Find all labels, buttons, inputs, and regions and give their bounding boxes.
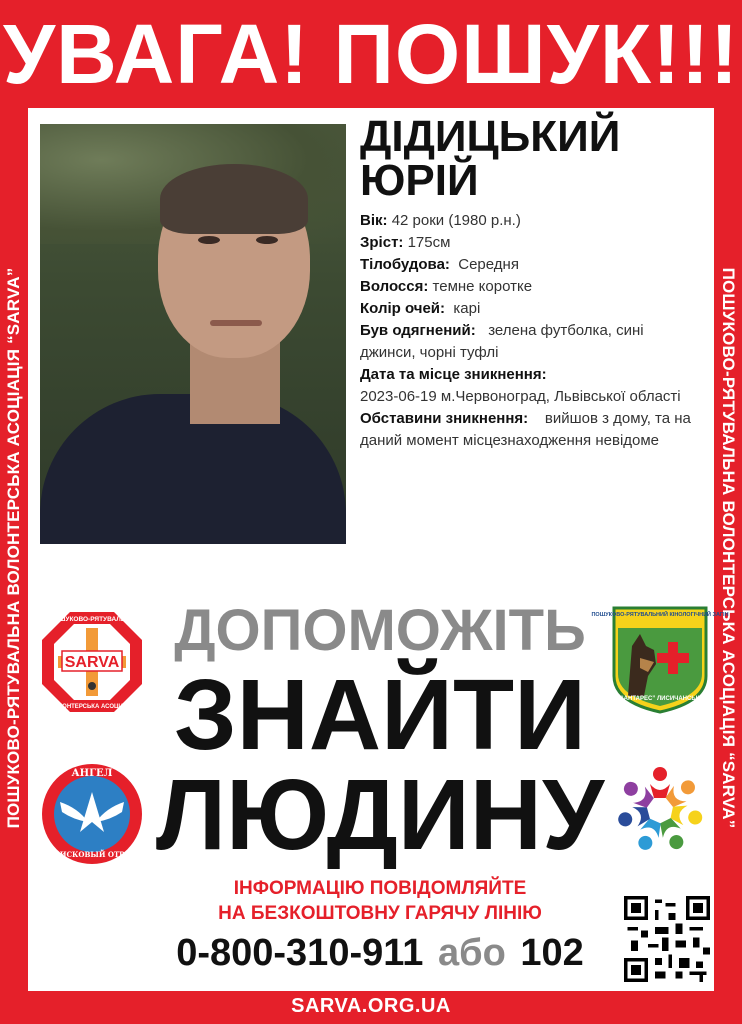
- detail-value: карі: [453, 300, 481, 317]
- detail-build: [360, 254, 700, 276]
- phone-number: 0-800-310-911: [176, 932, 424, 974]
- angel-logo-bottom: ПОИСКОВЫЙ ОТРЯД: [47, 850, 137, 859]
- detail-label: Колір очей:: [360, 300, 446, 317]
- detail-label: Зріст:: [360, 234, 404, 251]
- detail-circumstances: [360, 408, 700, 452]
- person-details: [360, 210, 700, 452]
- sarva-logo-center: SARVA: [64, 654, 120, 671]
- detail-hair: [360, 276, 700, 298]
- detail-value: 42 роки (1980 р.н.): [391, 212, 521, 229]
- angel-logo-top: АНГЕЛ: [71, 768, 113, 779]
- side-text-left: ПОШУКОВО-РЯТУВАЛЬНА ВОЛОНТЕРСЬКА АСОЦІАЦІЯ “SARVA”: [4, 267, 23, 829]
- detail-clothes: [360, 320, 700, 364]
- angel-logo: [40, 762, 144, 866]
- detail-value: 175см: [407, 234, 451, 251]
- missing-person-photo: [40, 124, 346, 532]
- detail-value: Середня: [458, 256, 519, 273]
- person-name: [360, 112, 700, 205]
- phone-or: або: [437, 932, 506, 974]
- help-heading: ДОПОМОЖІТЬ: [174, 598, 586, 663]
- hotline-info: [150, 876, 610, 926]
- qr-code: [624, 896, 710, 982]
- detail-label: Вік:: [360, 212, 388, 229]
- detail-height: [360, 232, 700, 254]
- find-heading: ЗНАЙТИ: [174, 659, 586, 771]
- antares-logo-bottom: “АНТАРЕС” ЛИСИЧАНСЬК: [620, 696, 700, 702]
- detail-label: Волосся:: [360, 278, 429, 295]
- hotline-info-line1: ІНФОРМАЦІЮ ПОВІДОМЛЯЙТЕ: [233, 878, 527, 899]
- footer-website: SARVA.ORG.UA: [291, 995, 451, 1017]
- sarva-logo-top: ПОШУКОВО-РЯТУВАЛЬНА: [49, 616, 135, 623]
- hotline-info-line2: НА БЕЗКОШТОВНУ ГАРЯЧУ ЛІНІЮ: [218, 903, 542, 924]
- detail-label: Обставини зникнення:: [360, 410, 529, 427]
- headline: УВАГА! ПОШУК!!!: [2, 7, 740, 101]
- antares-logo-top: ПОШУКОВО-РЯТУВАЛЬНИЙ КІНОЛОГІЧНИЙ ЗАГІН: [591, 612, 729, 618]
- detail-value: вийшов з дому, та на даний момент місцезнаходження невідоме: [360, 410, 691, 449]
- phone-alt: 102: [520, 932, 584, 974]
- detail-age: [360, 210, 700, 232]
- surname: ДІДИЦЬКИЙ: [360, 112, 621, 161]
- hotline-phone: [150, 930, 610, 976]
- person-heading: ЛЮДИНУ: [155, 759, 605, 871]
- detail-label: Дата та місце зникнення:: [360, 366, 547, 383]
- detail-value: темне коротке: [432, 278, 533, 295]
- sarva-logo: [40, 610, 144, 714]
- detail-label: Тілобудова:: [360, 256, 450, 273]
- side-text-right: ПОШУКОВО-РЯТУВАЛЬНА ВОЛОНТЕРСЬКА АСОЦІАЦІЯ “SARVA”: [719, 267, 738, 829]
- detail-value: зелена футболка, сині джинси, чорні туфлі: [360, 322, 644, 361]
- detail-value: 2023-06-19 м.Червоноград, Львівської області: [360, 388, 681, 405]
- detail-date-place: [360, 364, 700, 408]
- volunteer-community-logo: [608, 758, 712, 862]
- sarva-logo-bottom: ВОЛОНТЕРСЬКА АСОЦІАЦІЯ: [49, 704, 135, 710]
- first-name: ЮРІЙ: [360, 156, 479, 205]
- detail-label: Був одягнений:: [360, 322, 476, 339]
- antares-logo: [591, 606, 729, 714]
- detail-eyes: [360, 298, 700, 320]
